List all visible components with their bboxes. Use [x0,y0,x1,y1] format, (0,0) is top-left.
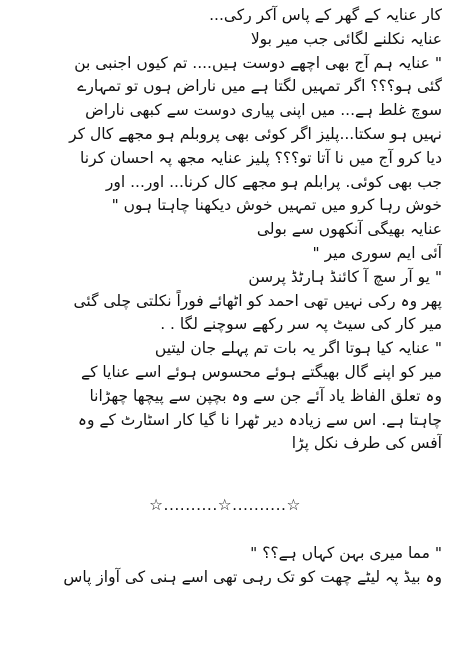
text-line: کار عنایہ کے گھر کے پاس آکر رکی... [209,6,442,24]
text-line: دیا کرو آج میں نا آتا تو؟؟؟ پلیز عنایہ مجھ پہ احسان کرنا [80,148,442,167]
text-line: خوش رہا کرو میں تمہیں خوش دیکھنا چاہتا ہوں " [111,196,442,215]
text-line: " عنایہ ہم آج بھی اچھے دوست ہیں.... تم کیوں اجنبی بن [74,53,442,72]
text-line: آفس کی طرف نکل پڑا [291,434,442,453]
text-line: گئی ہو؟؟؟ اگر تمہیں لگتا ہے میں ناراض ہوں تو تمہارے [77,77,442,96]
text-line: عنایہ بھیگی آنکھوں سے بولی [256,220,442,239]
blank-space [8,456,442,494]
text-line: سوچ غلط ہے... میں اپنی پیاری دوست سے کبھی ناراض [85,101,442,120]
text-line: " مما میری بہن کہاں ہے؟؟ " [250,543,442,562]
text-line: عنایہ نکلنے لگائی جب میر بولا [250,29,442,48]
text-line: میر کار کی سیٹ پہ سر رکھے سوچنے لگا . . [160,315,442,334]
text-line: " یو آر سچ آ کائنڈ ہارٹڈ پرسن [248,267,442,286]
text-line: پھر وہ رکی نہیں تھی احمد کو اٹھائے فوراً نکلتی چلی گئی [73,291,442,310]
text-line: نہیں ہو سکتا...پلیز اگر کوئی بھی پروبلم ہو مجھے کال کر [69,124,442,143]
text-line: وہ بیڈ پہ لیٹے چھت کو تک رہی تھی اسے ہنی کی آواز پاس [63,567,442,586]
text-line: " عنایہ کیا ہوتا اگر یہ بات تم پہلے جان لیتیں [154,339,442,358]
text-line: آئی ایم سوری میر " [312,243,442,262]
text-line: وہ تعلق الفاظ یاد آئے جن سے وہ بچپن سے پیچھا چھڑانا [89,386,442,405]
story-text-bottom [8,542,442,590]
section-divider: ☆..........☆..........☆ [149,496,301,515]
text-line: جب بھی کوئی. پرابلم ہو مجھے کال کرنا... اور... اور [105,172,442,191]
text-line: چاہتا ہے. اس سے زیادہ دیر ٹھرا نا گیا کار اسٹارٹ کے وہ [77,410,442,429]
story-text-top [8,4,442,456]
text-line: میر کو اپنے گال بھیگتے ہوئے محسوس ہوئے اسے عنایا کے [81,362,442,381]
